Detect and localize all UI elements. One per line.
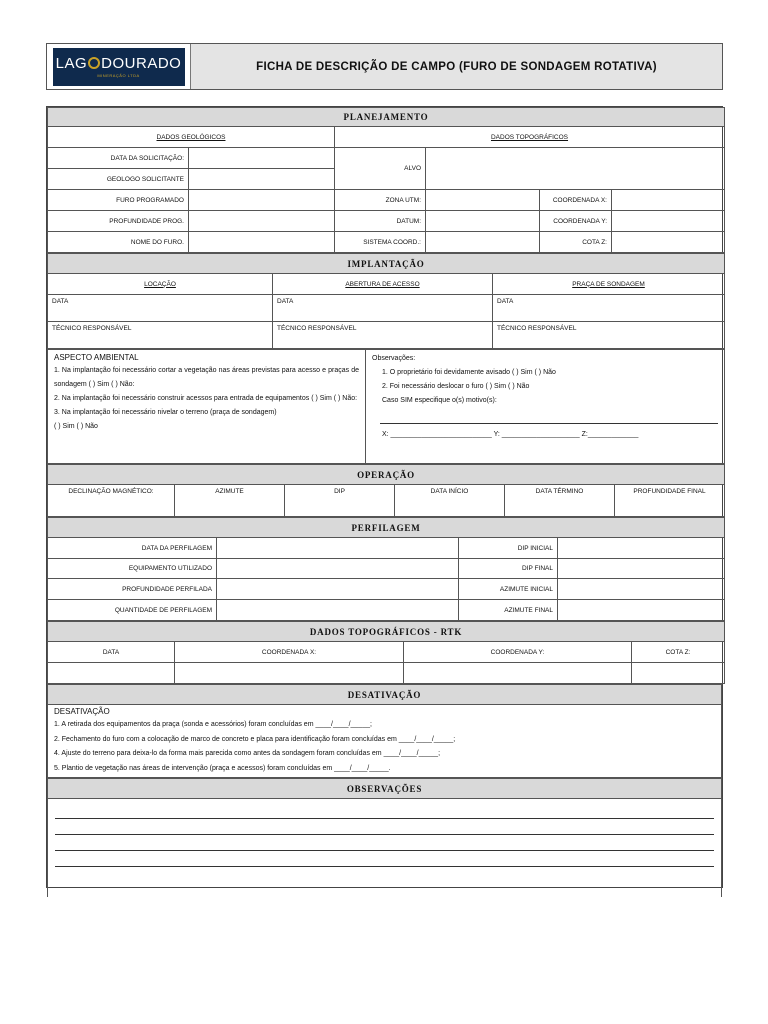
aspecto-ambiental-block <box>48 350 366 464</box>
observacoes-section <box>47 778 722 897</box>
alvo-field[interactable] <box>426 148 725 190</box>
data-solicitacao-field[interactable] <box>189 148 335 169</box>
form-title: FICHA DE DESCRIÇÃO DE CAMPO (FURO DE SONDAGEM ROTATIVA) <box>191 44 722 89</box>
perfilagem-title: PERFILAGEM <box>48 518 725 538</box>
abertura-data-field[interactable]: DATA <box>273 295 493 322</box>
profundidade-label: PROFUNDIDADE PROG. <box>48 211 189 232</box>
obs-line-1[interactable] <box>55 803 714 819</box>
implantacao-section <box>47 253 725 349</box>
coord-x-field[interactable] <box>612 190 725 211</box>
zona-utm-label: ZONA UTM: <box>335 190 426 211</box>
azimute-final-field[interactable] <box>558 600 725 621</box>
geologo-label: GEOLOGO SOLICITANTE <box>48 169 189 190</box>
obs-item-2: 2. Foi necessário deslocar o furo ( ) Sim ( ) Não <box>382 383 530 390</box>
obs-item-3: Caso SIM especifique o(s) motivo(s): <box>382 397 497 404</box>
ambiental-item-3: 3. Na implantação foi necessário nivelar o terreno (praça de sondagem) <box>54 409 277 416</box>
rtk-coord-x-header: COORDENADA X: <box>175 642 404 663</box>
geologo-field[interactable] <box>189 169 335 190</box>
azimute-inicial-label: AZIMUTE INICIAL <box>459 579 558 600</box>
desativacao-title: DESATIVAÇÃO <box>48 685 722 705</box>
desativacao-section <box>47 684 722 778</box>
dip-final-label: DIP FINAL <box>459 559 558 579</box>
motivo-line[interactable] <box>380 408 718 424</box>
operacao-title: OPERAÇÃO <box>48 465 725 485</box>
azimute-field[interactable]: AZIMUTE <box>175 485 285 517</box>
equipamento-field[interactable] <box>217 559 459 579</box>
locacao-data-field[interactable]: DATA <box>48 295 273 322</box>
cota-z-label: COTA Z: <box>540 232 612 253</box>
ambiental-section <box>47 349 725 464</box>
form-header <box>46 43 723 90</box>
dip-final-field[interactable] <box>558 559 725 579</box>
obs-line-4[interactable] <box>55 851 714 867</box>
ambiental-item-3-options: ( ) Sim ( ) Não <box>54 423 98 430</box>
profundidade-field[interactable] <box>189 211 335 232</box>
rtk-cota-z-field[interactable] <box>632 663 725 684</box>
coord-y-field[interactable] <box>612 211 725 232</box>
desativacao-item-1[interactable]: 1. A retirada dos equipamentos da praça (sonda e acessórios) foram concluídas em ____/____/_____; <box>54 721 372 728</box>
desativacao-item-4[interactable]: 4. Ajuste do terreno para deixa-lo da forma mais parecida como antes da sondagem foram concluídas em ____/____/_____; <box>54 750 441 757</box>
obs-title: Observações: <box>372 355 416 362</box>
data-perfilagem-label: DATA DA PERFILAGEM <box>48 538 217 559</box>
zona-utm-field[interactable] <box>426 190 540 211</box>
planejamento-section <box>47 107 725 253</box>
sistema-coord-field[interactable] <box>426 232 540 253</box>
quantidade-field[interactable] <box>217 600 459 621</box>
sistema-coord-label: SISTEMA COORD.: <box>335 232 426 253</box>
perfilagem-section <box>47 517 725 621</box>
locacao-header: LOCAÇÃO <box>144 280 176 288</box>
rtk-title: DADOS TOPOGRÁFICOS - RTK <box>48 622 725 642</box>
cota-z-field[interactable] <box>612 232 725 253</box>
planejamento-title: PLANEJAMENTO <box>48 108 725 127</box>
abertura-header: ABERTURA DE ACESSO <box>345 280 420 288</box>
desativacao-subtitle: DESATIVAÇÃO <box>54 707 110 716</box>
topo-header: DADOS TOPOGRÁFICOS <box>490 133 569 141</box>
nome-furo-label: NOME DO FURO. <box>48 232 189 253</box>
data-inicio-field[interactable]: DATA INÍCIO <box>395 485 505 517</box>
praca-data-field[interactable]: DATA <box>493 295 725 322</box>
equipamento-label: EQUIPAMENTO UTILIZADO <box>48 559 217 579</box>
obs-line-2[interactable] <box>55 819 714 835</box>
quantidade-label: QUANTIDADE DE PERFILAGEM <box>48 600 217 621</box>
azimute-inicial-field[interactable] <box>558 579 725 600</box>
geo-header: DADOS GEOLÓGICOS <box>156 133 226 141</box>
aspecto-ambiental-title: ASPECTO AMBIENTAL <box>54 353 139 362</box>
datum-field[interactable] <box>426 211 540 232</box>
coord-y-label: COORDENADA Y: <box>540 211 612 232</box>
declinacao-field[interactable]: DECLINAÇÃO MAGNÉTICO: <box>48 485 175 517</box>
obs-line-3[interactable] <box>55 835 714 851</box>
xyz-line[interactable]: X: __________________________ Y: ____________________ Z:_____________ <box>382 431 639 438</box>
observacoes-implantacao-block <box>366 350 725 464</box>
obs-item-1: 1. O proprietário foi devidamente avisado ( ) Sim ( ) Não <box>382 369 556 376</box>
nome-furo-field[interactable] <box>189 232 335 253</box>
data-termino-field[interactable]: DATA TÉRMINO <box>505 485 615 517</box>
coord-x-label: COORDENADA X: <box>540 190 612 211</box>
desativacao-item-5[interactable]: 5. Plantio de vegetação nas áreas de intervenção (praça e acessos) foram concluídas em ____/____/_____. <box>54 764 391 772</box>
datum-label: DATUM: <box>335 211 426 232</box>
desativacao-item-2[interactable]: 2. Fechamento do furo com a colocação de marco de concreto e placa para identificação foram concluídas em ____/____/_____; <box>54 735 456 743</box>
observacoes-area[interactable] <box>48 799 722 897</box>
company-logo: LAG DOURADO MINERAÇÃO LTDA <box>53 48 185 86</box>
abertura-tecnico-field[interactable]: TÉCNICO RESPONSÁVEL <box>273 322 493 349</box>
data-perfilagem-field[interactable] <box>217 538 459 559</box>
ambiental-item-2: 2. Na implantação foi necessário construir acessos para entrada de equipamentos ( ) Sim ( ) Não: <box>54 395 358 402</box>
data-solicitacao-label: DATA DA SOLICITAÇÃO: <box>48 148 189 169</box>
rtk-cota-z-header: COTA Z: <box>632 642 725 663</box>
rtk-coord-y-field[interactable] <box>404 663 632 684</box>
dip-inicial-field[interactable] <box>558 538 725 559</box>
azimute-final-label: AZIMUTE FINAL <box>459 600 558 621</box>
furo-programado-field[interactable] <box>189 190 335 211</box>
rtk-coord-x-field[interactable] <box>175 663 404 684</box>
ambiental-item-1: 1. Na implantação foi necessário cortar a vegetação nas áreas previstas para acesso e praças de sondagem ( ) Sim ( ) Não: <box>54 367 359 388</box>
dip-inicial-label: DIP INICIAL <box>459 538 558 559</box>
alvo-label: ALVO <box>335 148 426 190</box>
profundidade-final-field[interactable]: PROFUNDIDADE FINAL <box>615 485 725 517</box>
praca-header: PRAÇA DE SONDAGEM <box>572 280 645 288</box>
logo-container <box>47 44 191 89</box>
desativacao-block <box>48 705 722 778</box>
implantacao-title: IMPLANTAÇÃO <box>48 254 725 274</box>
operacao-section <box>47 464 725 517</box>
rtk-coord-y-header: COORDENADA Y: <box>404 642 632 663</box>
observacoes-title: OBSERVAÇÕES <box>48 779 722 799</box>
rtk-data-field[interactable] <box>48 663 175 684</box>
profundidade-perfilada-label: PROFUNDIDADE PERFILADA <box>48 579 217 600</box>
rtk-data-header: DATA <box>48 642 175 663</box>
form-body <box>46 106 723 888</box>
furo-programado-label: FURO PROGRAMADO <box>48 190 189 211</box>
rtk-section <box>47 621 725 684</box>
profundidade-perfilada-field[interactable] <box>217 579 459 600</box>
logo-ring-icon <box>88 57 100 69</box>
praca-tecnico-field[interactable]: TÉCNICO RESPONSÁVEL <box>493 322 725 349</box>
locacao-tecnico-field[interactable]: TÉCNICO RESPONSÁVEL <box>48 322 273 349</box>
dip-field[interactable]: DIP <box>285 485 395 517</box>
